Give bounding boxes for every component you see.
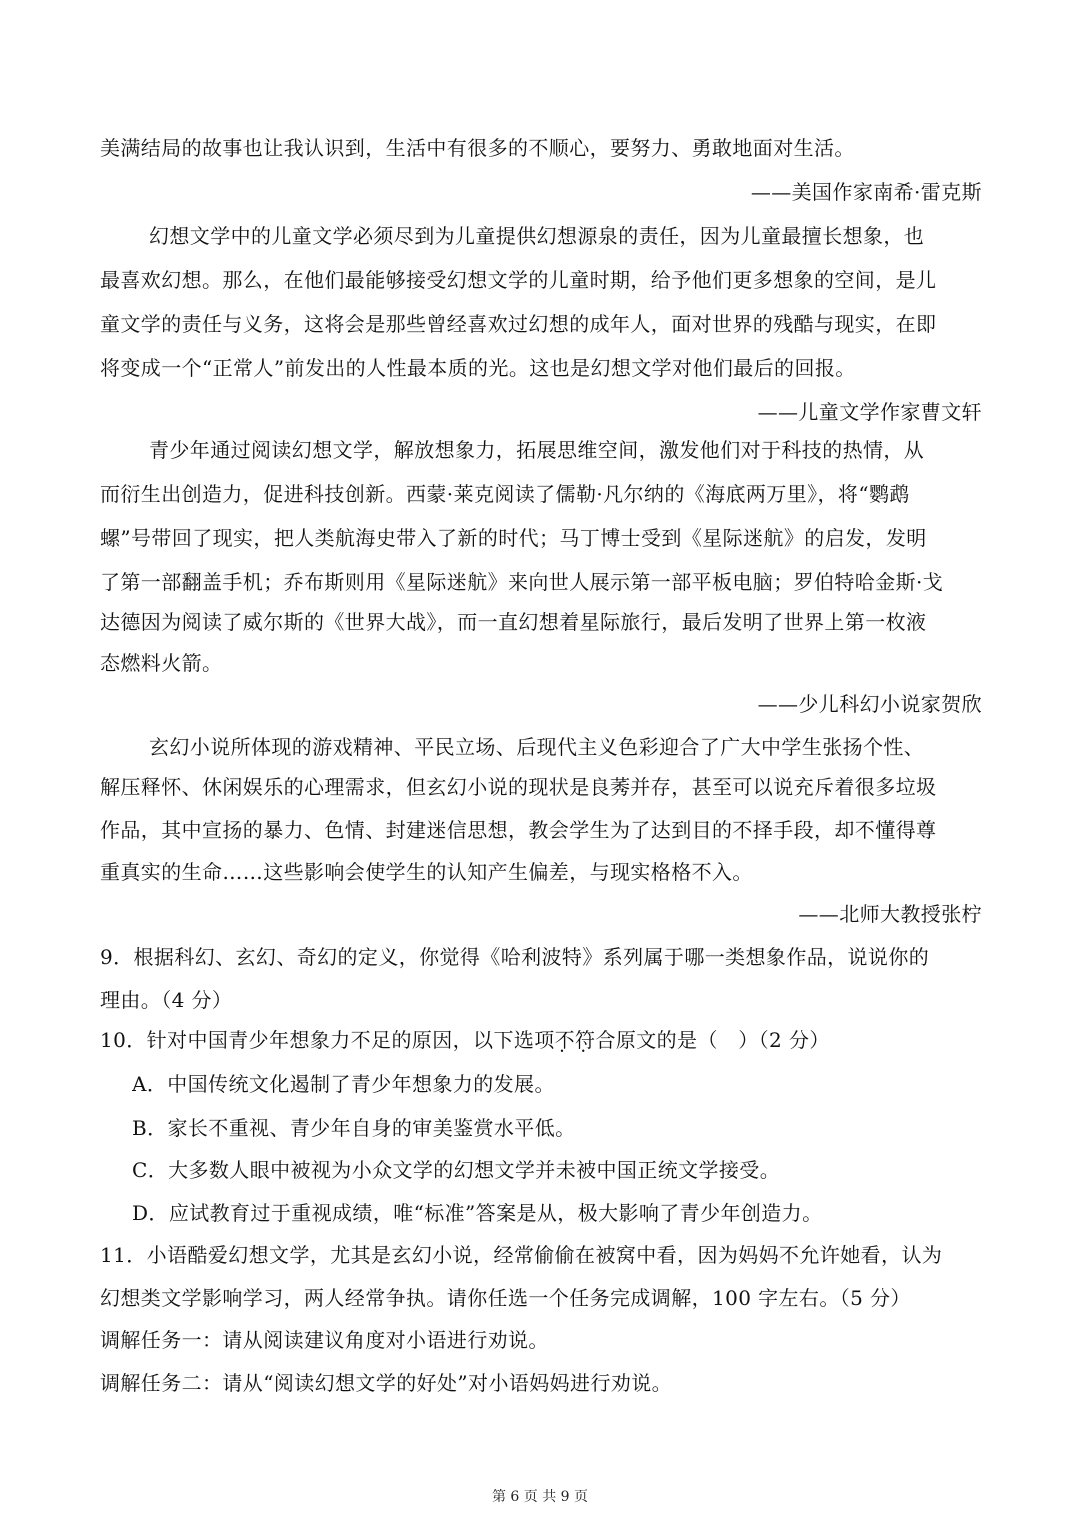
- task-one: 调解任务一：请从阅读建议角度对小语进行劝说。: [100, 1328, 549, 1352]
- quote-attribution: ——少儿科幻小说家贺欣: [757, 692, 982, 716]
- question-9-line: 9．根据科幻、玄幻、奇幻的定义，你觉得《哈利波特》系列属于哪一类想象作品，说说你的: [100, 945, 930, 969]
- page-footer: 第 6 页 共 9 页: [491, 1489, 589, 1505]
- passage-line: 将变成一个“正常人”前发出的人性最本质的光。这也是幻想文学对他们最后的回报。: [100, 356, 856, 380]
- question-11-line: 幻想类文学影响学习，两人经常争执。请你任选一个任务完成调解，100 字左右。（5 分）: [100, 1286, 911, 1310]
- passage-line: 作品，其中宣扬的暴力、色情、封建迷信思想，教会学生为了达到目的不择手段，却不懂得尊: [100, 818, 937, 842]
- passage-line: 达德因为阅读了威尔斯的《世界大战》，而一直幻想着星际旅行，最后发明了世界上第一枚液: [100, 610, 927, 634]
- question-10-stem: [100, 1023, 980, 1057]
- question-11-line: 11．小语酷爱幻想文学，尤其是玄幻小说，经常偷偷在被窝中看，因为妈妈不允许她看，认为: [100, 1243, 943, 1267]
- passage-line: 青少年通过阅读幻想文学，解放想象力，拓展思维空间，激发他们对于科技的热情，从: [149, 438, 925, 462]
- option-b: B．家长不重视、青少年自身的审美鉴赏水平低。: [132, 1116, 576, 1140]
- passage-line: 而衍生出创造力，促进科技创新。西蒙·莱克阅读了儒勒·凡尔纳的《海底两万里》，将“鹦鹉: [100, 482, 910, 506]
- passage-line: 童文学的责任与义务，这将会是那些曾经喜欢过幻想的成年人，面对世界的残酷与现实，在即: [100, 312, 937, 336]
- option-d: D．应试教育过于重视成绩，唯“标准”答案是从，极大影响了青少年创造力。: [132, 1201, 823, 1225]
- question-10-emphasis: 不符合 • •: [555, 1023, 616, 1057]
- option-c: C．大多数人眼中被视为小众文学的幻想文学并未被中国正统文学接受。: [132, 1158, 781, 1182]
- passage-line: 重真实的生命……这些影响会使学生的认知产生偏差，与现实格格不入。: [100, 860, 753, 884]
- passage-line: 美满结局的故事也让我认识到，生活中有很多的不顺心，要努力、勇敢地面对生活。: [100, 136, 855, 160]
- passage-line: 了第一部翻盖手机；乔布斯则用《星际迷航》来向世人展示第一部平板电脑；罗伯特哈金斯·戈: [100, 570, 944, 594]
- question-10-text: 10．针对中国青少年想象力不足的原因，以下选项: [100, 1028, 555, 1052]
- quote-attribution: ——北师大教授张柠: [798, 902, 982, 926]
- option-a: A．中国传统文化遏制了青少年想象力的发展。: [132, 1072, 555, 1096]
- passage-line: 态燃料火箭。: [100, 651, 223, 675]
- passage-line: 最喜欢幻想。那么，在他们最能够接受幻想文学的儿童时期，给予他们更多想象的空间，是儿: [100, 268, 937, 292]
- task-two: 调解任务二：请从“阅读幻想文学的好处”对小语妈妈进行劝说。: [100, 1371, 673, 1395]
- passage-line: 幻想文学中的儿童文学必须尽到为儿童提供幻想源泉的责任，因为儿童最擅长想象，也: [149, 224, 925, 248]
- question-9-line: 理由。（4 分）: [100, 988, 233, 1012]
- passage-line: 螺”号带回了现实，把人类航海史带入了新的时代；马丁博士受到《星际迷航》的启发，发明: [100, 526, 927, 550]
- quote-attribution: ——儿童文学作家曹文轩: [757, 400, 982, 424]
- passage-line: 玄幻小说所体现的游戏精神、平民立场、后现代主义色彩迎合了广大中学生张扬个性、: [149, 735, 925, 759]
- quote-attribution: ——美国作家南希·雷克斯: [750, 180, 982, 204]
- passage-line: 解压释怀、休闲娱乐的心理需求，但玄幻小说的现状是良莠并存，甚至可以说充斥着很多垃圾: [100, 775, 937, 799]
- question-10-text: 原文的是（ ）（2 分）: [615, 1028, 830, 1052]
